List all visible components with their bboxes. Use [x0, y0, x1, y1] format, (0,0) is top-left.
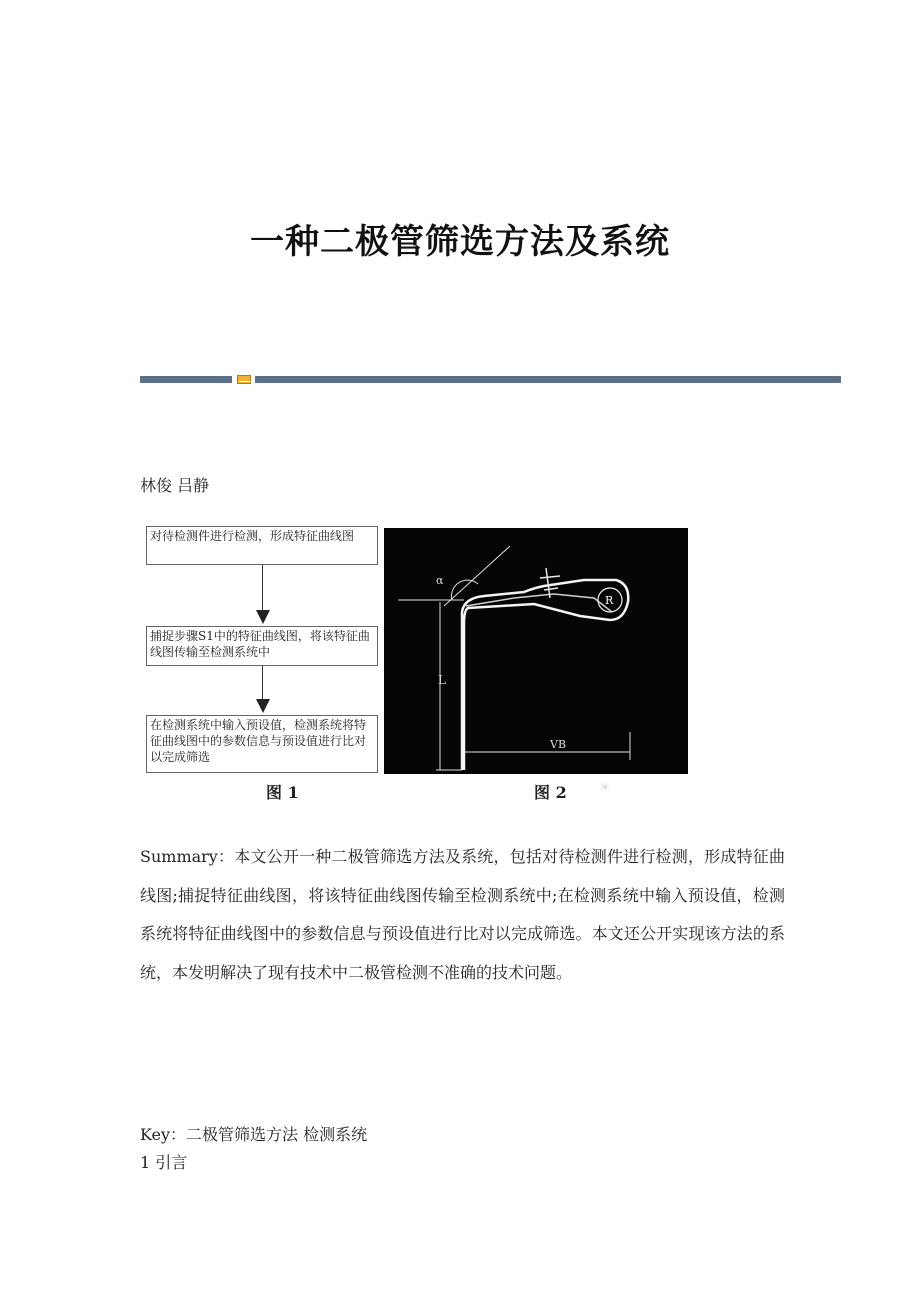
summary-paragraph: Summary：本文公开一种二极管筛选方法及系统，包括对待检测件进行检测，形成特征曲线图;捕捉特征曲线图，将该特征曲线图传输至检测系统中;在检测系统中输入预设值，检测系统将特征曲线图中的参数信息与预设值进行比对以完成筛选。本文还公开实现该方法的系统，本发明解决了现有技术中二极管检测不准确的技术问题。	[140, 847, 785, 982]
label-vb: VB	[550, 738, 567, 751]
flow-step-3: 在检测系统中输入预设值，检测系统将特征曲线图中的参数信息与预设值进行比对以完成筛选	[146, 715, 378, 773]
watermark-mark: ✳	[598, 778, 612, 796]
header-divider	[140, 375, 841, 384]
envelope-icon	[237, 375, 251, 384]
label-r: R	[605, 594, 614, 607]
figure-caption-2: 图 2	[534, 783, 567, 802]
label-alpha: α	[436, 574, 444, 587]
divider-bar-left	[140, 376, 232, 383]
keywords: Key：二极管筛选方法 检测系统	[140, 1125, 368, 1144]
authors: 林俊 吕静	[140, 476, 210, 495]
iv-curve-screen	[384, 528, 688, 774]
section-heading-1: 1 引言	[140, 1153, 188, 1172]
flow-arrow-down-icon	[256, 699, 270, 713]
flow-arrow-line-1	[262, 565, 263, 612]
figure-caption-1: 图 1	[266, 783, 299, 802]
iv-curve-trace	[462, 580, 628, 770]
label-l: L	[438, 673, 446, 687]
flow-step-2: 捕捉步骤S1中的特征曲线图，将该特征曲线图传输至检测系统中	[146, 626, 378, 666]
iv-curve-svg	[384, 528, 688, 774]
flow-arrow-down-icon	[256, 610, 270, 624]
flow-step-1: 对待检测件进行检测，形成特征曲线图	[146, 526, 378, 565]
flow-arrow-line-2	[262, 666, 263, 701]
figure	[140, 522, 692, 804]
divider-bar-right	[255, 376, 841, 383]
paper-title: 一种二极管筛选方法及系统	[250, 222, 670, 262]
